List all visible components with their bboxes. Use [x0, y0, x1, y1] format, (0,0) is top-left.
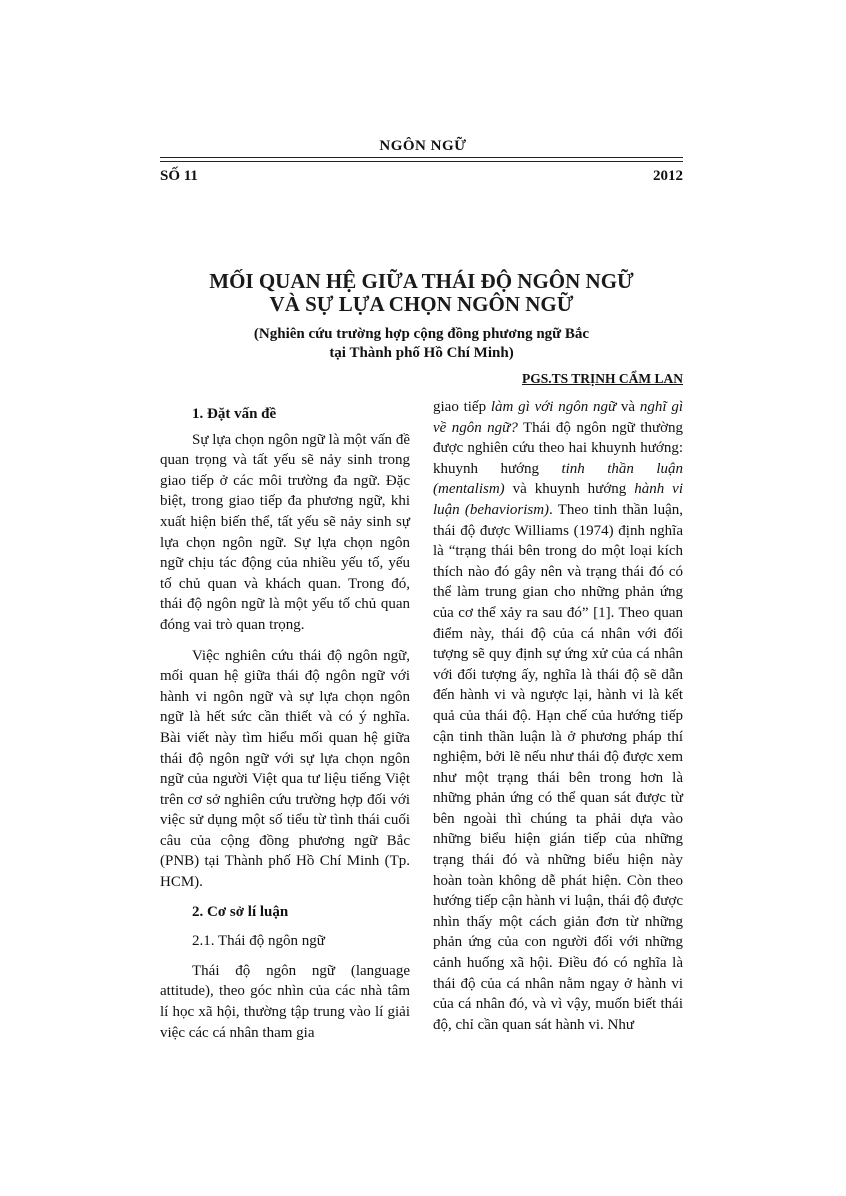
- right-column: [433, 397, 683, 1035]
- paragraph-theory-1: Thái độ ngôn ngữ (language attitude), theo góc nhìn của các nhà tâm lí học xã hội, thường tập trung vào lí giải việc các cá nhân tham gia: [160, 962, 410, 1041]
- article-subtitle: [160, 325, 683, 363]
- author-name: PGS.TS TRỊNH CẨM LAN: [521, 371, 683, 386]
- paragraph-intro-2: Việc nghiên cứu thái độ ngôn ngữ, mối quan hệ giữa thái độ ngôn ngữ với hành vi ngôn ngữ và sự lựa chọn ngôn ngữ là hết sức cần thiết và có ý nghĩa. Bài viết này tìm hiểu mối quan hệ giữa thái độ ngôn ngữ với sự lựa chọn ngôn ngữ của người Việt qua tư liệu tiếng Việt trên cơ sở nghiên cứu trường hợp đối với việc sử dụng một số tiểu từ tình thái cuối câu của cộng đồng phương ngữ Bắc (PNB) tại Thành phố Hồ Chí Minh (Tp. HCM).: [160, 647, 410, 891]
- subtitle-line-2: tại Thành phố Hồ Chí Minh): [329, 345, 514, 361]
- article-title: [160, 270, 683, 316]
- section-heading-theory: 2. Cơ sở lí luận: [192, 903, 289, 920]
- issue-year: 2012: [653, 168, 683, 184]
- issue-number: SỐ 11: [160, 168, 198, 184]
- paragraph-continued: giao tiếp làm gì với ngôn ngữ và nghĩ gì về ngôn ngữ? Thái độ ngôn ngữ thường được nghiên cứu theo hai khuynh hướng: khuynh hướng tinh thần luận (mentalism) và khuynh hướng hành vi luận (behaviorism). Theo tinh thần luận, thái độ được Williams (1974) định nghĩa là “trạng thái bên trong do một loại kích thích nào đó gây nên và trạng thái đó có thể làm trung gian cho những phản ứng của cơ thể xảy ra sau đó” [1]. Theo quan điểm này, thái độ của cá nhân với đối tượng sẽ quy định sự ứng xử của cá nhân với đối tượng ấy, nghĩa là thái độ sẽ dẫn đến hành vi và ngược lại, hành vi là kết quả của thái độ. Hạn chế của hướng tiếp cận tinh thần luận là ở phương pháp thí nghiệm, bởi lẽ nếu như thái độ được xem như một trạng thái bên trong hơn là những phản ứng có thể quan sát được từ bên ngoài thì chúng ta phải dựa vào những biểu hiện gián tiếp của những trạng thái đó và những biểu hiện này hoàn toàn không dễ phát hiện. Còn theo hướng tiếp cận hành vi luận, thái độ được nhìn thấy một cách giản đơn từ những phản ứng của con người đối với những cảnh huống xã hội. Điều đó có nghĩa là thái độ của cá nhân nằm ngay ở hành vi của cá nhân đó, và vì vậy, muốn biết thái độ, chỉ cần quan sát hành vi. Như: [433, 399, 684, 1033]
- journal-name: NGÔN NGỮ: [379, 138, 467, 154]
- left-column: [160, 397, 410, 1043]
- title-line-1: MỐI QUAN HỆ GIỮA THÁI ĐỘ NGÔN NGỮ: [209, 269, 634, 293]
- subsection-heading-attitude: 2.1. Thái độ ngôn ngữ: [192, 933, 325, 950]
- header-rule-bottom: [160, 161, 683, 162]
- subtitle-line-1: (Nghiên cứu trường hợp cộng đồng phương ngữ Bắc: [253, 326, 590, 342]
- paragraph-intro-1: Sự lựa chọn ngôn ngữ là một vấn đề quan trọng và tất yếu sẽ nảy sinh trong giao tiếp ở các môi trường đa ngữ. Đặc biệt, trong giao tiếp đa phương ngữ, khi xuất hiện biến thể, tất yếu sẽ nảy sinh sự lựa chọn ngôn ngữ. Sự lựa chọn ngôn ngữ chịu tác động của nhiều yếu tố, yếu tố chủ quan và khách quan. Trong đó, thái độ ngôn ngữ là một yếu tố chủ quan đóng vai trò quan trọng.: [160, 431, 410, 633]
- title-line-2: VÀ SỰ LỰA CHỌN NGÔN NGỮ: [269, 292, 574, 316]
- section-heading-intro: 1. Đặt vấn đề: [192, 406, 277, 422]
- header-rule-top: [160, 157, 683, 158]
